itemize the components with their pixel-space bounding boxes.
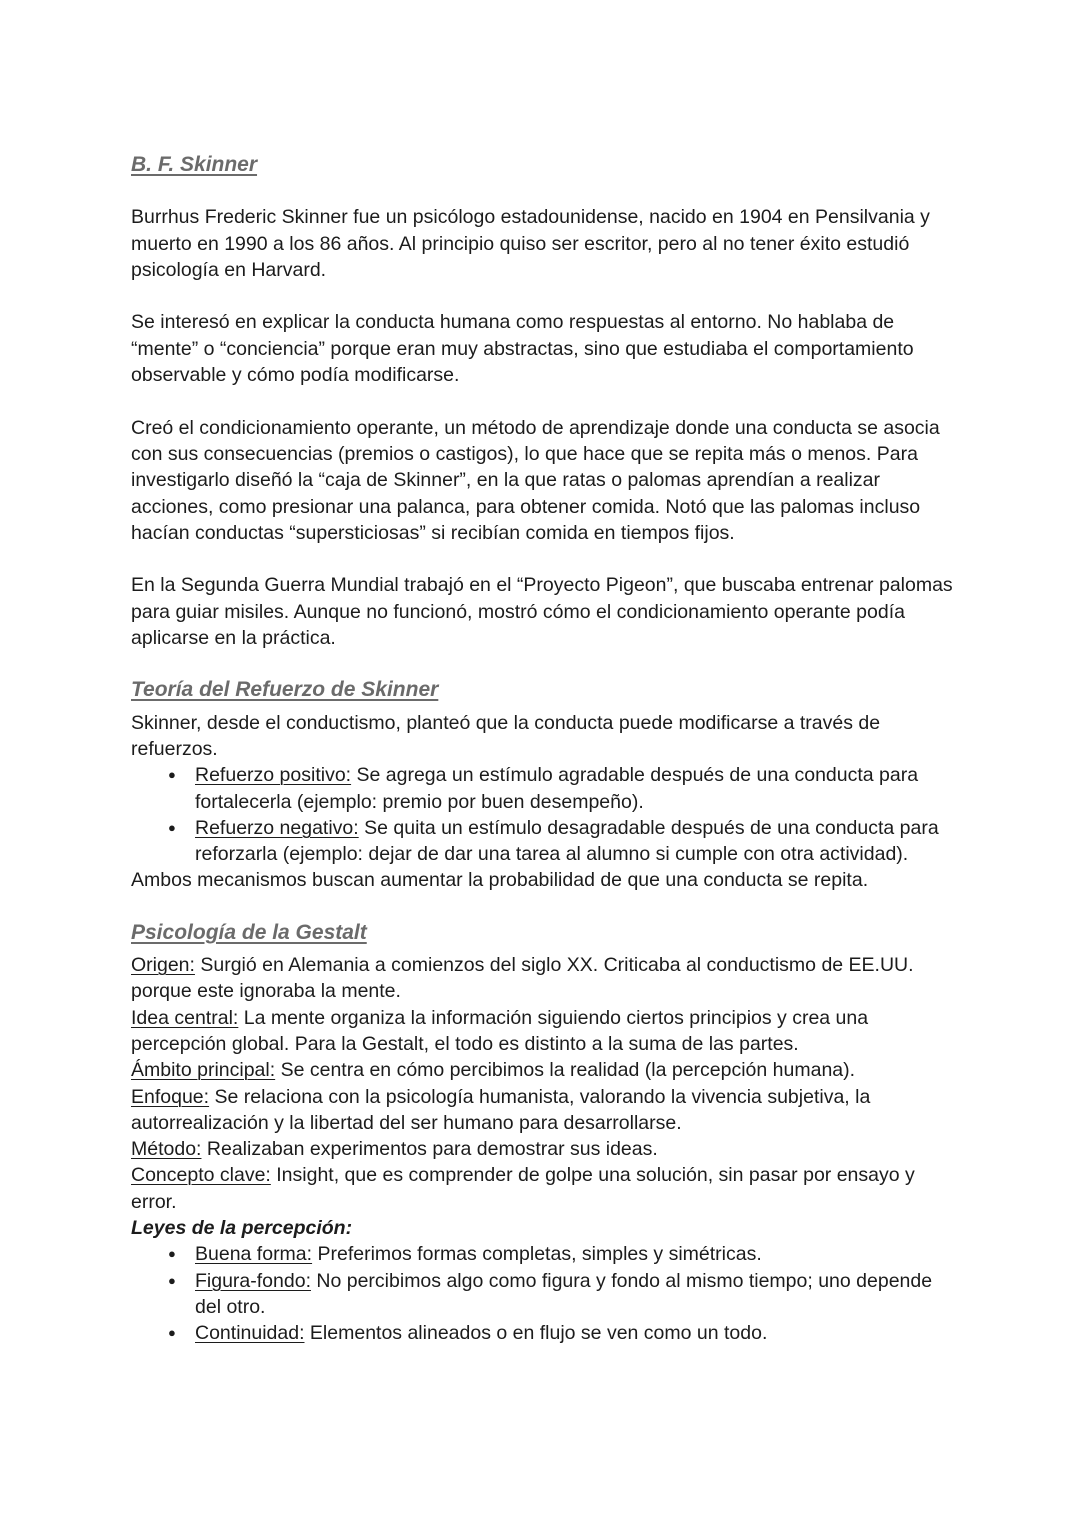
skinner-paragraph-3: Creó el condicionamiento operante, un método de aprendizaje donde una conducta se asocia con sus consecuencias (premios o castigos), lo que hace que se repita más o menos. Para investigarlo diseñó la “caja de Skinner”, en la que ratas o palomas aprendían a realizar acciones, como presionar una palanca, para obtener comida. Notó que las palomas incluso hacían conductas “supersticiosas” si recibían comida en tiempos fijos. (131, 416, 940, 544)
bullet-icon: ● (168, 1246, 176, 1262)
term-label: Buena forma: (195, 1243, 313, 1266)
term-label: Refuerzo negativo: (195, 816, 359, 839)
term-label: Figura-fondo: (195, 1269, 311, 1292)
term-description: Preferimos formas completas, simples y simétricas. (312, 1243, 762, 1266)
term-label: Idea central: (131, 1006, 239, 1029)
term-description: Se centra en cómo percibimos la realidad (la percepción humana). (275, 1059, 856, 1082)
bullet-icon: ● (168, 819, 176, 835)
term-description: No percibimos algo como figura y fondo al mismo tiempo; uno depende del otro. (195, 1269, 933, 1318)
term-label: Enfoque: (131, 1085, 210, 1108)
gestalt-entry-origen (131, 952, 961, 1005)
section-title-gestalt: Psicología de la Gestalt (131, 920, 367, 944)
gestalt-entry-enfoque (131, 1084, 961, 1137)
list-item-figura-fondo (168, 1268, 961, 1321)
refuerzo-list (131, 762, 961, 867)
refuerzo-intro: Skinner, desde el conductismo, planteó que la conducta puede modificarse a través de refuerzos. (131, 711, 881, 760)
term-label: Origen: (131, 954, 195, 977)
list-item-continuidad (168, 1320, 961, 1346)
term-label: Refuerzo positivo: (195, 764, 352, 787)
document-page (131, 152, 961, 1346)
term-description: Se quita un estímulo desagradable después de una conducta para reforzarla (ejemplo: dejar de dar una tarea al alumno si cumple con otra actividad). (195, 816, 939, 866)
term-description: Elementos alineados o en flujo se ven como un todo. (304, 1322, 768, 1345)
list-item-refuerzo-positivo (168, 762, 961, 815)
gestalt-entry-idea-central (131, 1005, 961, 1058)
gestalt-entry-metodo (131, 1136, 961, 1162)
term-description: Surgió en Alemania a comienzos del siglo XX. Criticaba al conductismo de EE.UU. porque este ignoraba la mente. (131, 954, 914, 1003)
list-item-refuerzo-negativo (168, 815, 961, 868)
term-description: La mente organiza la información siguiendo ciertos principios y crea una percepción global. Para la Gestalt, el todo es distinto a la suma de las partes. (131, 1006, 869, 1055)
term-description: Insight, que es comprender de golpe una solución, sin pasar por ensayo y error. (131, 1164, 915, 1213)
bullet-icon: ● (168, 1272, 176, 1288)
term-label: Ámbito principal: (131, 1059, 276, 1082)
skinner-paragraph-1: Burrhus Frederic Skinner fue un psicólogo estadounidense, nacido en 1904 en Pensilvania y muerto en 1990 a los 86 años. Al principio quiso ser escritor, pero al no tener éxito estudió psicología en Harvard. (131, 206, 930, 281)
laws-title: Leyes de la percepción: (131, 1216, 353, 1239)
laws-list (131, 1241, 961, 1346)
term-description: Se agrega un estímulo agradable después de una conducta para fortalecerla (ejemplo: premio por buen desempeño). (195, 764, 919, 813)
skinner-paragraph-4: En la Segunda Guerra Mundial trabajó en el “Proyecto Pigeon”, que buscaba entrenar palomas para guiar misiles. Aunque no funcionó, mostró cómo el condicionamiento operante podía aplicarse en la práctica. (131, 574, 953, 650)
bullet-icon: ● (168, 1325, 176, 1341)
gestalt-entry-concepto (131, 1162, 961, 1215)
section-title-refuerzo: Teoría del Refuerzo de Skinner (131, 678, 439, 702)
term-label: Continuidad: (195, 1322, 305, 1345)
bullet-icon: ● (168, 767, 176, 783)
gestalt-entry-ambito (131, 1057, 961, 1083)
skinner-paragraph-2: Se interesó en explicar la conducta humana como respuestas al entorno. No hablaba de “mente” o “conciencia” porque eran muy abstractas, sino que estudiaba el comportamiento observable y cómo podía modificarse. (131, 311, 914, 387)
section-title-skinner: B. F. Skinner (131, 153, 258, 176)
list-item-buena-forma (168, 1241, 961, 1267)
refuerzo-conclusion: Ambos mecanismos buscan aumentar la probabilidad de que una conducta se repita. (131, 869, 869, 892)
term-description: Realizaban experimentos para demostrar sus ideas. (201, 1138, 658, 1161)
term-description: Se relaciona con la psicología humanista, valorando la vivencia subjetiva, la autorrealización y la libertad del ser humano para desarrollarse. (131, 1085, 871, 1134)
term-label: Concepto clave: (131, 1164, 271, 1187)
term-label: Método: (131, 1138, 202, 1161)
